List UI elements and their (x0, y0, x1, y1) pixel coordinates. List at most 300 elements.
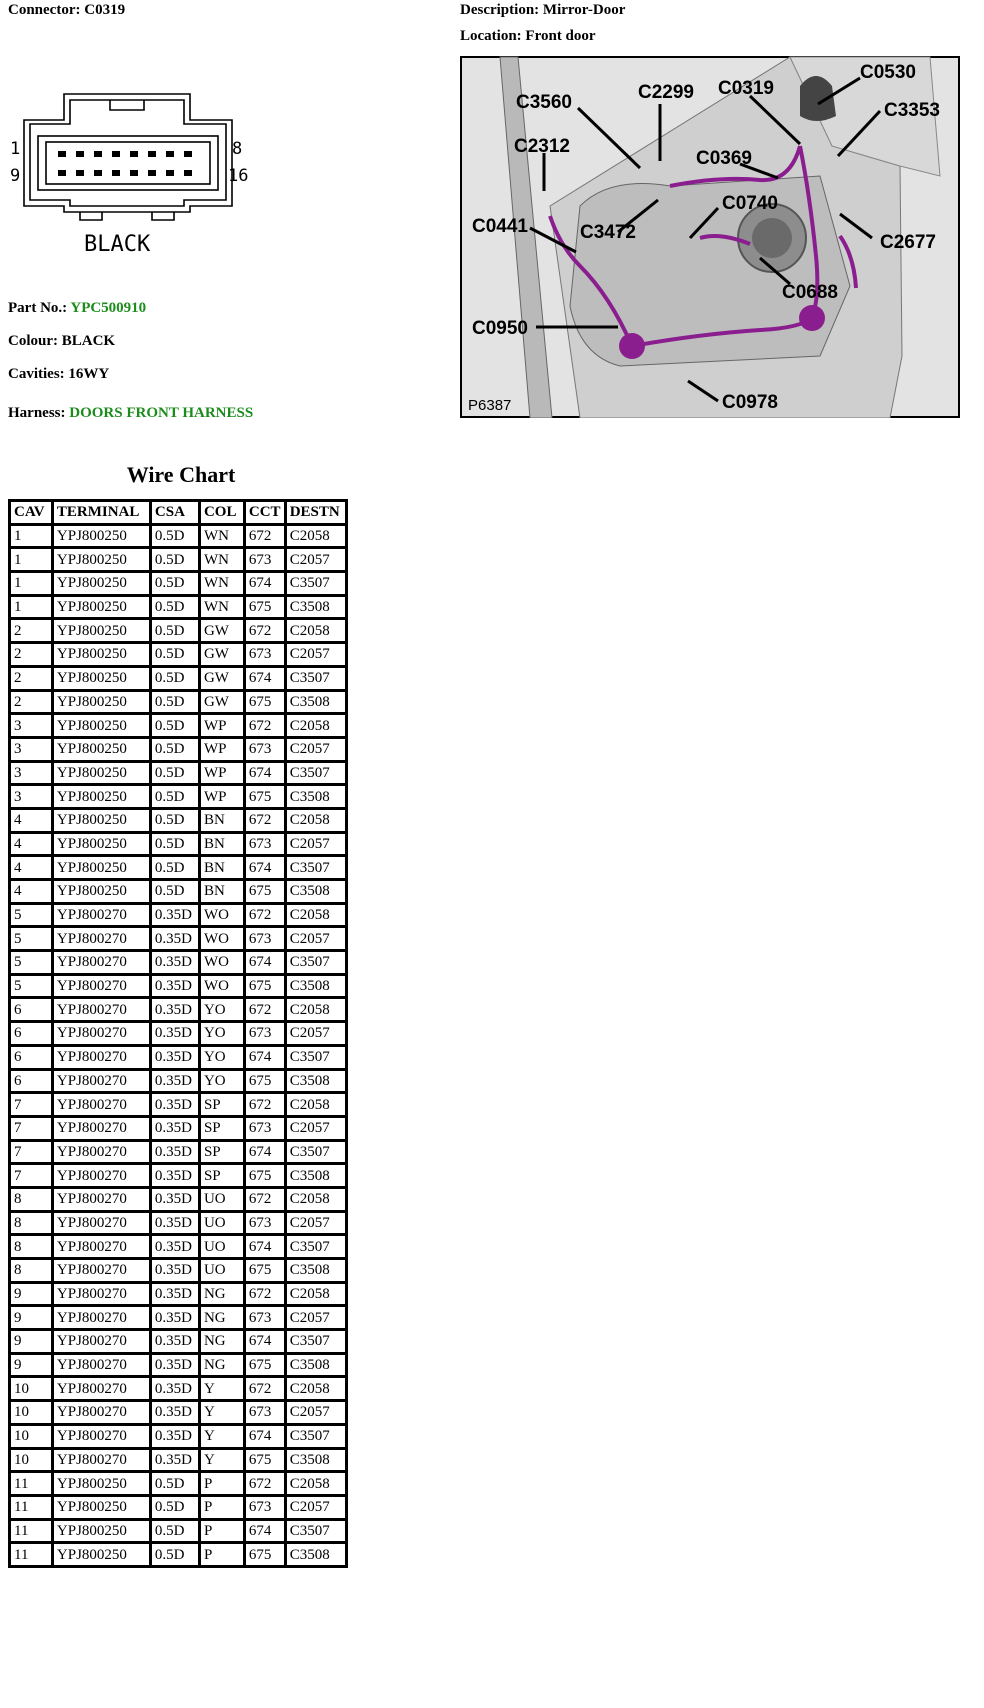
figure-ref: P6387 (468, 397, 512, 414)
cell-csa: 0.35D (150, 927, 199, 951)
cell-col: SP (199, 1140, 244, 1164)
cell-destn: C3508 (285, 595, 346, 619)
cell-terminal: YPJ800250 (52, 619, 150, 643)
cell-cct: 673 (244, 927, 285, 951)
connector-face-diagram (10, 84, 250, 264)
cell-destn: C3507 (285, 951, 346, 975)
cell-cct: 674 (244, 1424, 285, 1448)
cell-cct: 675 (244, 1259, 285, 1283)
cell-col: WP (199, 737, 244, 761)
cell-destn: C2058 (285, 1187, 346, 1211)
cell-cav: 4 (10, 832, 53, 856)
pin-label-9: 9 (10, 166, 21, 186)
connector-latch (110, 100, 144, 110)
cell-col: UO (199, 1211, 244, 1235)
cell-terminal: YPJ800250 (52, 1472, 150, 1496)
cell-terminal: YPJ800270 (52, 1401, 150, 1425)
callout-c0530: C0530 (860, 62, 916, 83)
table-row (10, 1140, 347, 1164)
pin-label-16: 16 (228, 166, 249, 186)
cell-cav: 1 (10, 524, 53, 548)
cell-col: P (199, 1519, 244, 1543)
cell-csa: 0.5D (150, 690, 199, 714)
cell-cct: 673 (244, 548, 285, 572)
cell-destn: C2058 (285, 998, 346, 1022)
table-row (10, 524, 347, 548)
cell-terminal: YPJ800250 (52, 737, 150, 761)
cell-csa: 0.35D (150, 903, 199, 927)
wire-chart-title: Wire Chart (126, 462, 236, 487)
cell-destn: C3507 (285, 761, 346, 785)
cell-csa: 0.35D (150, 1448, 199, 1472)
cell-col: GW (199, 666, 244, 690)
cell-cct: 675 (244, 1164, 285, 1188)
cell-col: P (199, 1495, 244, 1519)
cell-terminal: YPJ800250 (52, 690, 150, 714)
table-row (10, 1116, 347, 1140)
location-value: Front door (525, 28, 596, 44)
cell-destn: C2058 (285, 714, 346, 738)
cavities-value: 16WY (68, 366, 110, 382)
cell-col: UO (199, 1187, 244, 1211)
cell-destn: C3508 (285, 690, 346, 714)
cell-cav: 11 (10, 1543, 53, 1567)
colour-label: Colour: (8, 333, 58, 349)
cell-cav: 8 (10, 1259, 53, 1283)
table-row (10, 1069, 347, 1093)
table-row (10, 548, 347, 572)
cell-destn: C3508 (285, 1259, 346, 1283)
cell-csa: 0.5D (150, 785, 199, 809)
cell-destn: C3507 (285, 1519, 346, 1543)
cell-csa: 0.35D (150, 1187, 199, 1211)
cell-csa: 0.35D (150, 998, 199, 1022)
cell-terminal: YPJ800250 (52, 880, 150, 904)
cell-cav: 1 (10, 572, 53, 596)
cell-col: UO (199, 1259, 244, 1283)
cell-cct: 675 (244, 785, 285, 809)
col-header-col: COL (199, 501, 244, 525)
cell-destn: C2057 (285, 1495, 346, 1519)
cell-terminal: YPJ800250 (52, 595, 150, 619)
cell-cav: 7 (10, 1164, 53, 1188)
pin-row-top (58, 151, 192, 157)
cell-cav: 5 (10, 951, 53, 975)
callout-c0369: C0369 (696, 148, 752, 169)
cell-csa: 0.5D (150, 737, 199, 761)
cell-cct: 674 (244, 761, 285, 785)
cell-csa: 0.35D (150, 951, 199, 975)
cell-cct: 673 (244, 1401, 285, 1425)
col-header-csa: CSA (150, 501, 199, 525)
connector-cavity-block (38, 136, 218, 190)
cell-col: NG (199, 1306, 244, 1330)
cell-destn: C3508 (285, 1353, 346, 1377)
cell-col: WO (199, 951, 244, 975)
cell-cav: 4 (10, 808, 53, 832)
cell-destn: C3507 (285, 666, 346, 690)
location-label: Location: (460, 28, 522, 44)
cell-csa: 0.5D (150, 832, 199, 856)
cell-cav: 6 (10, 1045, 53, 1069)
cell-cav: 10 (10, 1424, 53, 1448)
cell-cav: 1 (10, 548, 53, 572)
cell-cct: 674 (244, 856, 285, 880)
cell-cav: 5 (10, 974, 53, 998)
cell-cav: 5 (10, 927, 53, 951)
cell-csa: 0.5D (150, 643, 199, 667)
part-no-link[interactable]: YPC500910 (70, 300, 147, 316)
cell-cct: 672 (244, 714, 285, 738)
cell-csa: 0.35D (150, 1116, 199, 1140)
cell-csa: 0.5D (150, 595, 199, 619)
cell-csa: 0.5D (150, 1472, 199, 1496)
cell-col: BN (199, 880, 244, 904)
cell-terminal: YPJ800270 (52, 1140, 150, 1164)
cell-cct: 672 (244, 1187, 285, 1211)
colour-value: BLACK (61, 333, 116, 349)
table-row (10, 1164, 347, 1188)
cell-cct: 675 (244, 1448, 285, 1472)
cell-col: WN (199, 548, 244, 572)
cell-col: GW (199, 643, 244, 667)
cell-terminal: YPJ800270 (52, 1353, 150, 1377)
cell-cav: 7 (10, 1093, 53, 1117)
location-line (460, 28, 596, 45)
cell-cct: 672 (244, 524, 285, 548)
cell-csa: 0.35D (150, 1401, 199, 1425)
cell-col: Y (199, 1424, 244, 1448)
cell-cct: 674 (244, 1235, 285, 1259)
cell-col: Y (199, 1401, 244, 1425)
cell-destn: C2057 (285, 1116, 346, 1140)
table-row (10, 1377, 347, 1401)
cell-col: YO (199, 1022, 244, 1046)
cell-csa: 0.5D (150, 1519, 199, 1543)
table-row (10, 880, 347, 904)
callout-c3560: C3560 (516, 92, 572, 113)
cell-terminal: YPJ800250 (52, 1495, 150, 1519)
cell-destn: C3508 (285, 974, 346, 998)
cell-cav: 6 (10, 1069, 53, 1093)
cell-terminal: YPJ800270 (52, 1187, 150, 1211)
cell-cct: 675 (244, 1353, 285, 1377)
cell-terminal: YPJ800270 (52, 1282, 150, 1306)
cell-destn: C2058 (285, 903, 346, 927)
cell-cct: 672 (244, 998, 285, 1022)
cell-destn: C2058 (285, 1377, 346, 1401)
connector-color-caption: BLACK (84, 232, 151, 257)
cell-cct: 673 (244, 1495, 285, 1519)
cell-destn: C3507 (285, 1235, 346, 1259)
cell-csa: 0.5D (150, 619, 199, 643)
cell-csa: 0.5D (150, 1495, 199, 1519)
cell-cav: 3 (10, 737, 53, 761)
cell-csa: 0.5D (150, 548, 199, 572)
col-header-destn: DESTN (285, 501, 346, 525)
cell-terminal: YPJ800270 (52, 1022, 150, 1046)
cell-cav: 9 (10, 1306, 53, 1330)
cell-cct: 673 (244, 1306, 285, 1330)
cell-destn: C3507 (285, 1045, 346, 1069)
connector-line (8, 2, 125, 19)
cell-terminal: YPJ800270 (52, 1164, 150, 1188)
cell-destn: C3507 (285, 1424, 346, 1448)
cell-csa: 0.35D (150, 1211, 199, 1235)
table-row (10, 666, 347, 690)
cell-cct: 672 (244, 1093, 285, 1117)
cell-cav: 8 (10, 1187, 53, 1211)
cell-col: Y (199, 1377, 244, 1401)
cell-destn: C3508 (285, 785, 346, 809)
cell-terminal: YPJ800270 (52, 1424, 150, 1448)
table-row (10, 572, 347, 596)
cell-cct: 672 (244, 903, 285, 927)
table-row (10, 1045, 347, 1069)
cell-terminal: YPJ800270 (52, 1211, 150, 1235)
cell-cav: 5 (10, 903, 53, 927)
cell-cav: 7 (10, 1116, 53, 1140)
cell-destn: C2057 (285, 1211, 346, 1235)
cell-cav: 3 (10, 714, 53, 738)
cell-cct: 674 (244, 666, 285, 690)
callout-c0978: C0978 (722, 392, 778, 413)
cell-cav: 9 (10, 1330, 53, 1354)
cell-destn: C2057 (285, 643, 346, 667)
cell-csa: 0.35D (150, 1093, 199, 1117)
callout-c0441: C0441 (472, 216, 528, 237)
cell-terminal: YPJ800250 (52, 1543, 150, 1567)
cell-terminal: YPJ800250 (52, 761, 150, 785)
cell-terminal: YPJ800250 (52, 643, 150, 667)
cell-cct: 672 (244, 619, 285, 643)
cell-destn: C2058 (285, 808, 346, 832)
cell-csa: 0.35D (150, 1330, 199, 1354)
cell-col: Y (199, 1448, 244, 1472)
cell-cav: 10 (10, 1377, 53, 1401)
cavities-line (8, 366, 109, 383)
table-row (10, 903, 347, 927)
cell-terminal: YPJ800270 (52, 951, 150, 975)
cell-terminal: YPJ800250 (52, 548, 150, 572)
callout-c0688: C0688 (782, 282, 838, 303)
table-row (10, 1401, 347, 1425)
door-location-figure (460, 56, 960, 418)
cell-csa: 0.5D (150, 880, 199, 904)
table-row (10, 1211, 347, 1235)
cell-col: BN (199, 856, 244, 880)
cell-cct: 673 (244, 1211, 285, 1235)
table-row (10, 1424, 347, 1448)
table-row (10, 595, 347, 619)
cell-cct: 674 (244, 1519, 285, 1543)
cell-destn: C2057 (285, 1306, 346, 1330)
cell-terminal: YPJ800250 (52, 524, 150, 548)
cell-terminal: YPJ800270 (52, 1045, 150, 1069)
pin-label-1: 1 (10, 139, 21, 159)
connector-label: Connector: (8, 2, 81, 18)
table-row (10, 1282, 347, 1306)
cell-csa: 0.35D (150, 1069, 199, 1093)
cell-terminal: YPJ800270 (52, 1093, 150, 1117)
cell-csa: 0.5D (150, 666, 199, 690)
table-row (10, 998, 347, 1022)
cell-terminal: YPJ800270 (52, 1306, 150, 1330)
harness-line (8, 405, 253, 422)
cell-cav: 3 (10, 785, 53, 809)
cell-cav: 9 (10, 1353, 53, 1377)
table-row (10, 761, 347, 785)
cell-terminal: YPJ800270 (52, 1235, 150, 1259)
cell-cav: 4 (10, 880, 53, 904)
cell-cav: 11 (10, 1519, 53, 1543)
cell-csa: 0.35D (150, 1424, 199, 1448)
cell-col: WP (199, 714, 244, 738)
cell-destn: C2058 (285, 1472, 346, 1496)
cell-col: WN (199, 595, 244, 619)
cell-cct: 673 (244, 643, 285, 667)
cell-col: WO (199, 927, 244, 951)
cell-cct: 672 (244, 808, 285, 832)
cell-terminal: YPJ800270 (52, 903, 150, 927)
cell-csa: 0.5D (150, 524, 199, 548)
cell-destn: C2058 (285, 1093, 346, 1117)
cell-cav: 1 (10, 595, 53, 619)
cell-destn: C2057 (285, 1401, 346, 1425)
cell-col: NG (199, 1330, 244, 1354)
cell-terminal: YPJ800270 (52, 998, 150, 1022)
pin-label-8: 8 (232, 139, 243, 159)
cell-csa: 0.35D (150, 1282, 199, 1306)
cell-cct: 674 (244, 1330, 285, 1354)
col-header-cct: CCT (244, 501, 285, 525)
cell-cav: 11 (10, 1495, 53, 1519)
cell-cav: 2 (10, 643, 53, 667)
cell-destn: C3508 (285, 1164, 346, 1188)
cell-col: UO (199, 1235, 244, 1259)
cell-cct: 675 (244, 974, 285, 998)
cell-csa: 0.5D (150, 808, 199, 832)
cell-cct: 673 (244, 1022, 285, 1046)
cell-cct: 674 (244, 951, 285, 975)
part-no-line (8, 300, 146, 317)
cell-csa: 0.35D (150, 1164, 199, 1188)
table-row (10, 1448, 347, 1472)
cell-destn: C3508 (285, 1069, 346, 1093)
cell-cav: 8 (10, 1235, 53, 1259)
cell-cct: 675 (244, 595, 285, 619)
table-row (10, 690, 347, 714)
cell-terminal: YPJ800270 (52, 1448, 150, 1472)
cell-col: WP (199, 785, 244, 809)
cell-cav: 10 (10, 1401, 53, 1425)
harness-link[interactable]: DOORS FRONT HARNESS (69, 405, 254, 421)
cell-terminal: YPJ800250 (52, 808, 150, 832)
cavities-label: Cavities: (8, 366, 65, 382)
description-line (460, 2, 625, 19)
cell-cav: 2 (10, 619, 53, 643)
col-header-cav: CAV (10, 501, 53, 525)
cell-cav: 9 (10, 1282, 53, 1306)
cell-cav: 11 (10, 1472, 53, 1496)
cell-destn: C3507 (285, 1140, 346, 1164)
cell-col: P (199, 1543, 244, 1567)
callout-c0740: C0740 (722, 193, 778, 214)
cell-destn: C3507 (285, 1330, 346, 1354)
cell-destn: C3508 (285, 880, 346, 904)
colour-line (8, 333, 115, 350)
cell-col: WN (199, 524, 244, 548)
table-row (10, 785, 347, 809)
cell-csa: 0.5D (150, 714, 199, 738)
cell-col: WN (199, 572, 244, 596)
table-row (10, 619, 347, 643)
cell-csa: 0.35D (150, 1353, 199, 1377)
description-label: Description: (460, 2, 540, 18)
cell-cct: 673 (244, 737, 285, 761)
callout-c2677: C2677 (880, 232, 936, 253)
table-row (10, 1187, 347, 1211)
cell-terminal: YPJ800250 (52, 785, 150, 809)
cell-col: NG (199, 1353, 244, 1377)
cell-cct: 673 (244, 832, 285, 856)
callout-c3353: C3353 (884, 100, 940, 121)
table-header-row (10, 501, 347, 525)
connector-feet (80, 212, 174, 220)
cell-col: SP (199, 1093, 244, 1117)
cell-col: P (199, 1472, 244, 1496)
cell-col: WO (199, 974, 244, 998)
table-row (10, 856, 347, 880)
cell-csa: 0.5D (150, 572, 199, 596)
cell-csa: 0.35D (150, 1235, 199, 1259)
cell-destn: C2057 (285, 737, 346, 761)
connector-value: C0319 (84, 2, 126, 18)
cell-csa: 0.5D (150, 856, 199, 880)
cell-cav: 6 (10, 998, 53, 1022)
callout-c2312: C2312 (514, 136, 570, 157)
cell-col: SP (199, 1164, 244, 1188)
cell-cav: 6 (10, 1022, 53, 1046)
table-row (10, 1330, 347, 1354)
table-row (10, 1495, 347, 1519)
cell-cct: 674 (244, 1045, 285, 1069)
callout-c3472: C3472 (580, 222, 636, 243)
wire-chart-table (8, 499, 348, 1568)
cell-cav: 2 (10, 690, 53, 714)
cell-cct: 674 (244, 1140, 285, 1164)
table-row (10, 1022, 347, 1046)
table-row (10, 832, 347, 856)
connector-cavity-inner (46, 142, 210, 184)
cell-csa: 0.35D (150, 1377, 199, 1401)
cell-terminal: YPJ800250 (52, 1519, 150, 1543)
cell-cct: 672 (244, 1282, 285, 1306)
cell-csa: 0.35D (150, 1140, 199, 1164)
cell-terminal: YPJ800250 (52, 666, 150, 690)
cell-cav: 8 (10, 1211, 53, 1235)
cell-cct: 672 (244, 1377, 285, 1401)
cell-terminal: YPJ800250 (52, 832, 150, 856)
description-value: Mirror-Door (542, 2, 626, 18)
table-row (10, 643, 347, 667)
cell-cav: 3 (10, 761, 53, 785)
cell-col: WO (199, 903, 244, 927)
cell-destn: C2058 (285, 619, 346, 643)
cell-cav: 4 (10, 856, 53, 880)
table-row (10, 951, 347, 975)
cell-destn: C2057 (285, 548, 346, 572)
